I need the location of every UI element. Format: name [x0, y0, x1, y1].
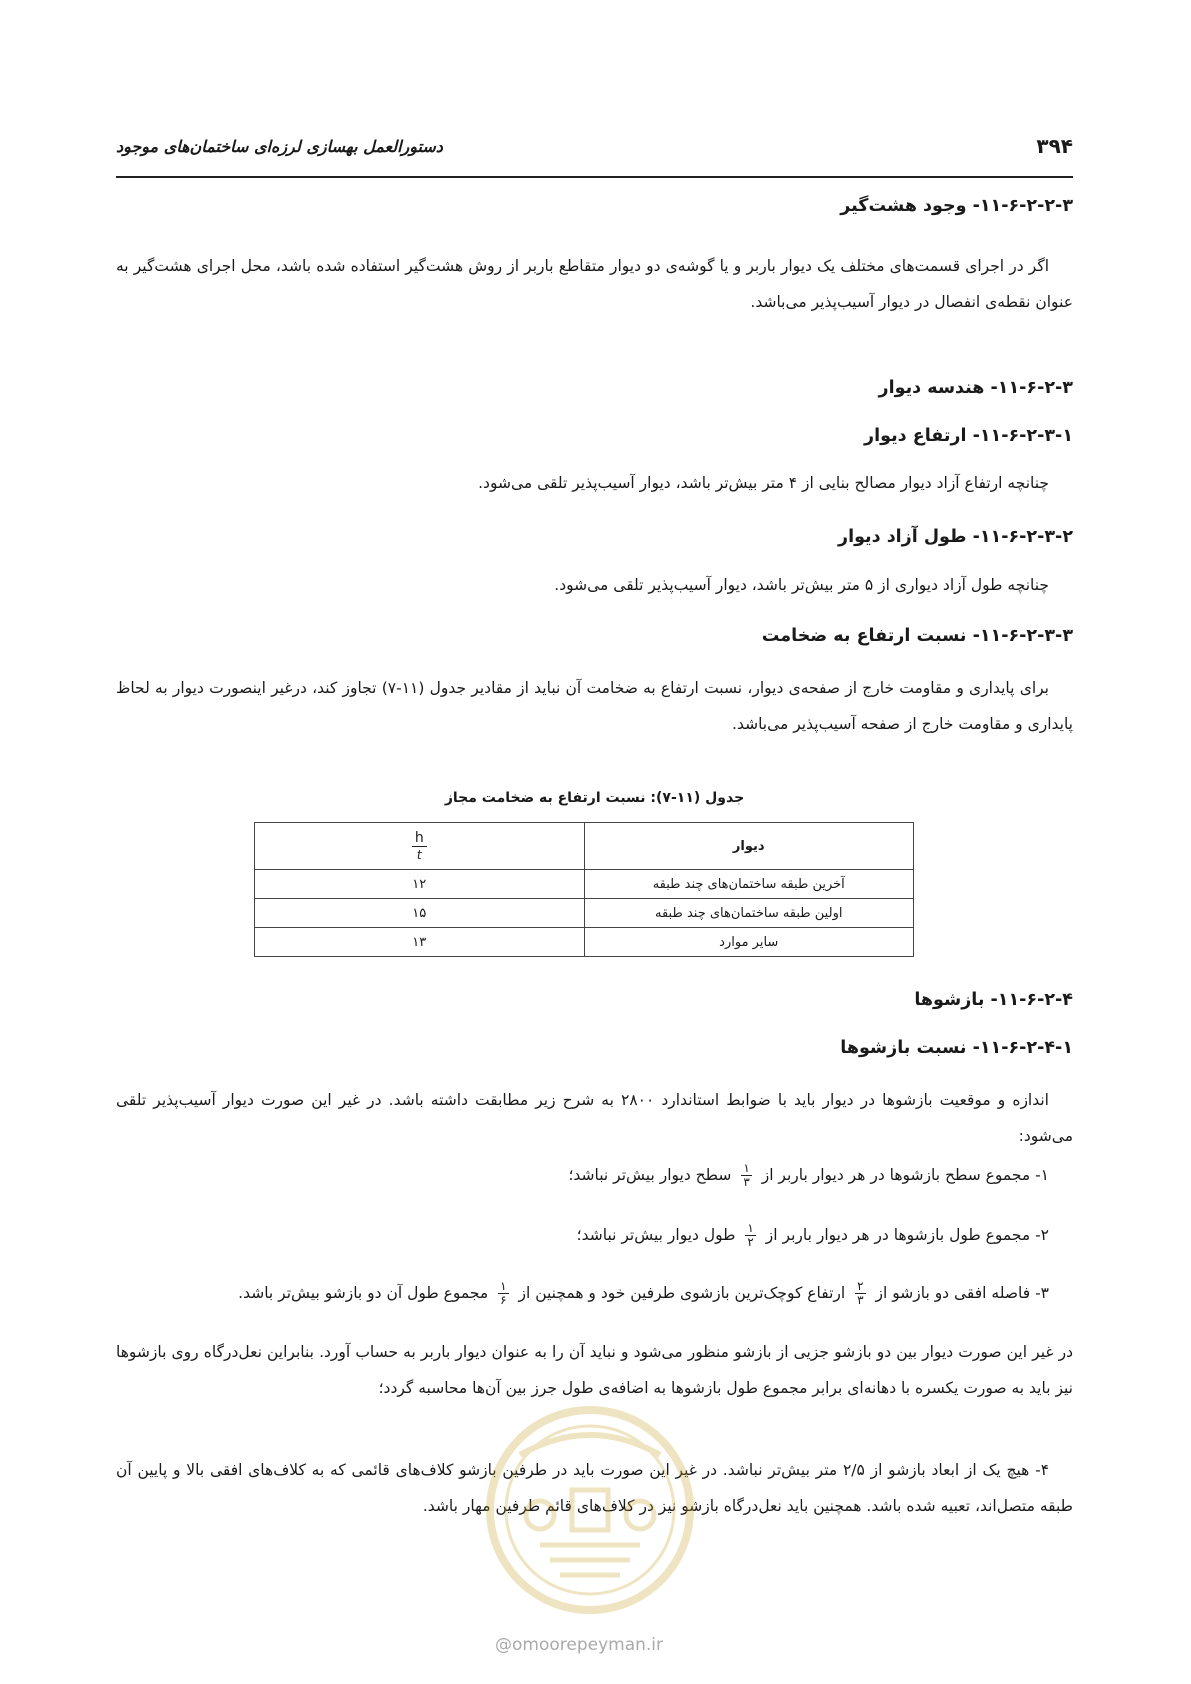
table-row	[255, 928, 914, 957]
fraction-one-third: $\frac{۱}{۳}$	[743, 1161, 750, 1189]
section-heading-opening-ratio: ۱۱-۶-۲-۴-۱- نسبت بازشوها	[840, 1038, 1073, 1058]
fraction-one-half: $\frac{۱}{۲}$	[747, 1221, 754, 1249]
running-title: دستورالعمل بهسازی لرزه‌ای ساختمان‌های موجود	[116, 136, 443, 156]
height-thickness-table	[254, 822, 914, 957]
section-heading-height-thickness: ۱۱-۶-۲-۳-۳- نسبت ارتفاع به ضخامت	[761, 626, 1073, 646]
ratio-fraction: $\frac{h}{t}$	[412, 830, 427, 863]
paragraph-item-3-continuation: در غیر این صورت دیوار بین دو بازشو جزیی از بازشو منظور می‌شود و نباید آن را به عنوان دیوار باربر به حساب آورد. بنابراین نعل‌درگاه روی بازشوها نیز باید به صورت یکسره با دهانه‌ای برابر مجموع طول بازشوها به اضافه‌ی طول جرز بین آن‌ها محاسبه گردد؛	[116, 1343, 1073, 1397]
table-cell-wall: آخرین طبقه ساختمان‌های چند طبقه	[584, 870, 914, 899]
table-cell-ratio: ۱۵	[255, 899, 585, 928]
list-item-2-text-b: طول دیوار بیش‌تر نباشد؛	[576, 1226, 736, 1244]
section-heading-anchoring: ۱۱-۶-۲-۲-۳- وجود هشت‌گیر	[840, 196, 1073, 216]
table-row	[255, 870, 914, 899]
list-item-2	[577, 1222, 1049, 1249]
list-item-1-text-a: ۱- مجموع سطح بازشوها در هر دیوار باربر از	[761, 1166, 1049, 1184]
table-header-ratio	[255, 823, 585, 870]
header-divider	[116, 176, 1073, 178]
paragraph-anchoring: اگر در اجرای قسمت‌های مختلف یک دیوار باربر و یا گوشه‌ی دو دیوار متقاطع باربر از روش هشت‌گیر استفاده شده باشد، محل اجرای هشت‌گیر به عنوان نقطه‌ی انفصال در دیوار آسیب‌پذیر می‌باشد.	[116, 257, 1073, 311]
list-item-3	[238, 1280, 1049, 1307]
paragraph-opening-ratio: اندازه و موقعیت بازشوها در دیوار باید با ضوابط استاندارد ۲۸۰۰ به شرح زیر مطابقت داشته باشد. در غیر این صورت دیوار آسیب‌پذیر تلقی می‌شود:	[116, 1091, 1073, 1145]
list-item-1-text-b: سطح دیوار بیش‌تر نباشد؛	[568, 1166, 732, 1184]
table-cell-wall: اولین طبقه ساختمان‌های چند طبقه	[584, 899, 914, 928]
table-header-wall: دیوار	[584, 823, 914, 870]
section-heading-wall-height: ۱۱-۶-۲-۳-۱- ارتفاع دیوار	[864, 426, 1073, 446]
table-cell-ratio: ۱۲	[255, 870, 585, 899]
watermark-text: @omoorepeyman.ir	[495, 1635, 664, 1655]
paragraph-height-thickness: برای پایداری و مقاومت خارج از صفحه‌ی دیوار، نسبت ارتفاع به ضخامت آن نباید از مقادیر جدول (۱۱-۷) تجاوز کند، درغیر اینصورت دیوار به لحاظ پایداری و مقاومت خارج از صفحه آسیب‌پذیر می‌باشد.	[116, 679, 1073, 733]
watermark-logo-icon	[480, 1395, 700, 1625]
paragraph-free-length: چنانچه طول آزاد دیواری از ۵ متر بیش‌تر باشد، دیوار آسیب‌پذیر تلقی می‌شود.	[554, 576, 1049, 594]
fraction-one-sixth: $\frac{۱}{۶}$	[500, 1279, 507, 1307]
page-header	[116, 128, 1073, 164]
list-item-3-text-c: مجموع طول آن دو بازشو بیش‌تر باشد.	[238, 1284, 489, 1302]
section-heading-openings: ۱۱-۶-۲-۴- بازشوها	[914, 990, 1073, 1010]
table-cell-ratio: ۱۳	[255, 928, 585, 957]
list-item-1	[568, 1162, 1049, 1189]
list-item-2-text-a: ۲- مجموع طول بازشوها در هر دیوار باربر از	[765, 1226, 1049, 1244]
list-item-4: ۴- هیچ یک از ابعاد بازشو از ۲/۵ متر بیش‌تر نباشد. در غیر این صورت باید در طرفین بازشو کلاف‌های قائمی که به کلاف‌های افقی بالا و پایین آن طبقه متصل‌اند، تعبیه شده باشد. همچنین باید نعل‌درگاه بازشو نیز در کلاف‌های قائم طرفین مهار باشد.	[116, 1461, 1073, 1515]
table-caption: جدول (۱۱-۷): نسبت ارتفاع به ضخامت مجاز	[444, 790, 745, 806]
fraction-two-thirds: $\frac{۲}{۳}$	[857, 1279, 864, 1307]
paragraph-wall-height: چنانچه ارتفاع آزاد دیوار مصالح بنایی از ۴ متر بیش‌تر باشد، دیوار آسیب‌پذیر تلقی می‌شود.	[478, 474, 1049, 492]
list-item-3-text-b: ارتفاع کوچک‌ترین بازشوی طرفین خود و همچنین از	[518, 1284, 846, 1302]
list-item-3-text-a: ۳- فاصله افقی دو بازشو از	[875, 1284, 1049, 1302]
section-heading-wall-geometry: ۱۱-۶-۲-۳- هندسه دیوار	[878, 378, 1073, 398]
table-row	[255, 899, 914, 928]
table-header-row	[255, 823, 914, 870]
section-heading-free-length: ۱۱-۶-۲-۳-۲- طول آزاد دیوار	[838, 527, 1073, 547]
table-cell-wall: سایر موارد	[584, 928, 914, 957]
page-number: ۳۹۴	[1036, 134, 1073, 158]
